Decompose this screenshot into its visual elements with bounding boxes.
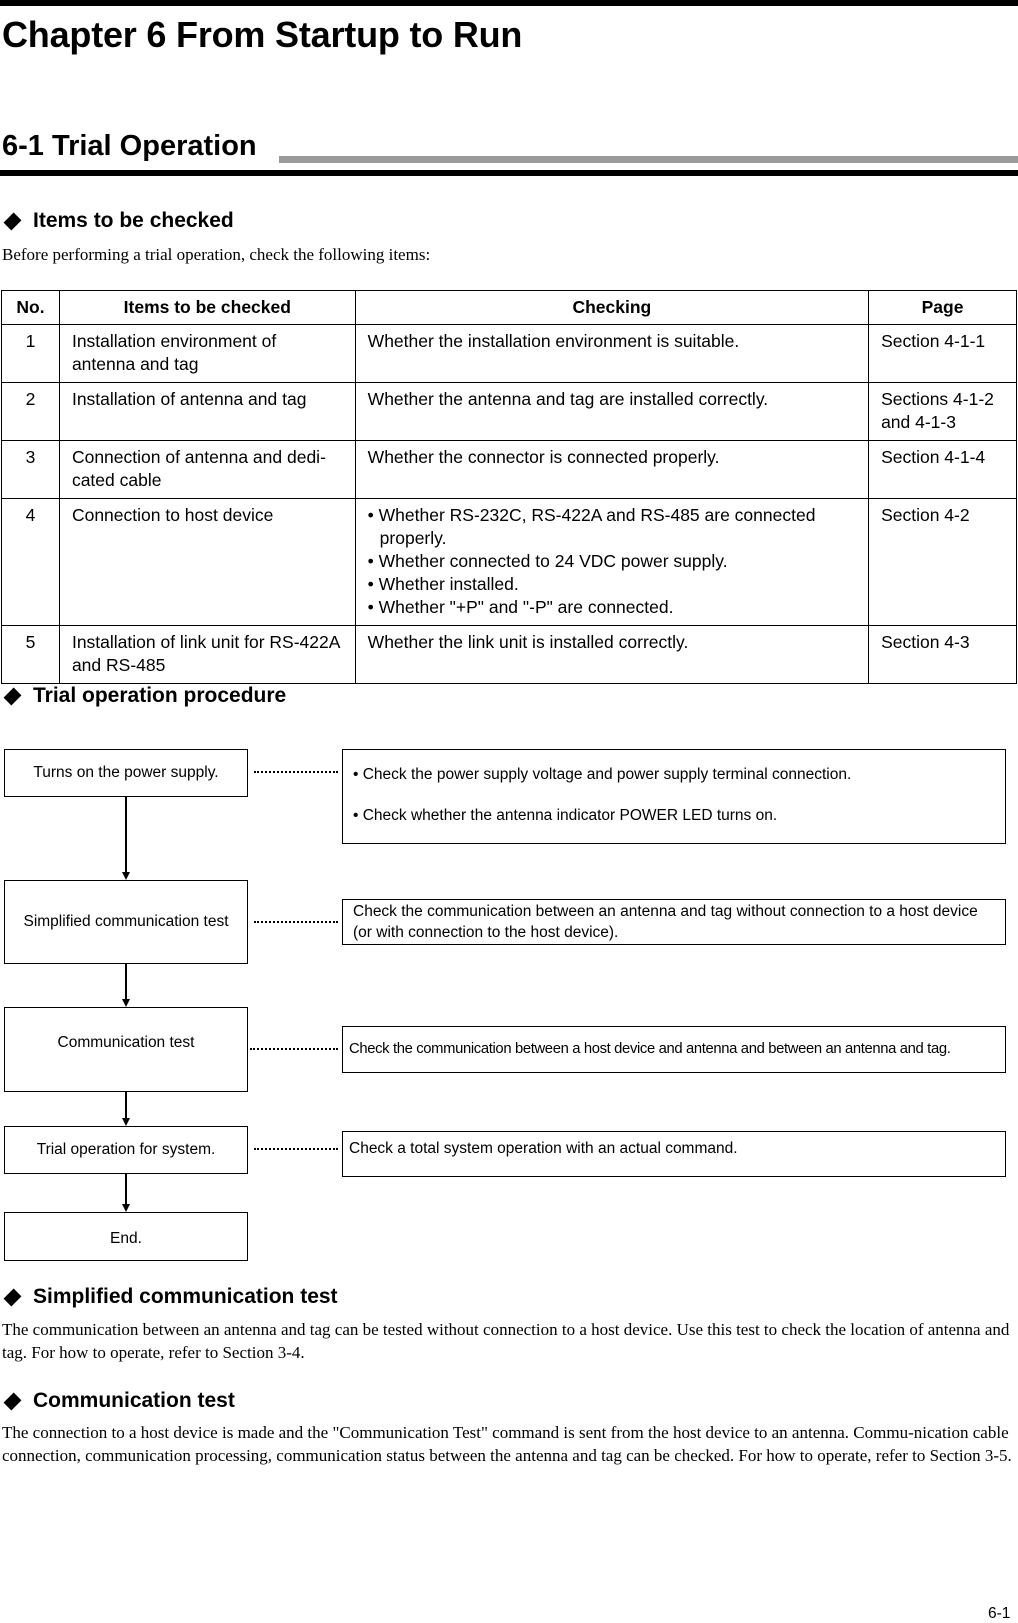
- flow-step-power-on: Turns on the power supply.: [4, 749, 248, 797]
- flow-desc-line: • Check whether the antenna indicator POWER LED turns on.: [353, 807, 778, 824]
- row-page: Section 4-1-1: [869, 325, 1017, 383]
- table-header-row: [2, 291, 1017, 325]
- items-heading-text: Items to be checked: [33, 209, 234, 232]
- table-row: [2, 383, 1017, 441]
- flow-desc-simplified-test: Check the communication between an antenna and tag without connection to a host device (or with connection to the host device).: [342, 899, 1006, 945]
- flow-connector-dots: [254, 771, 338, 773]
- column-header-items: Items to be checked: [59, 291, 355, 325]
- flow-connector-dots: [254, 921, 338, 923]
- flow-step-trial-operation: Trial operation for system.: [4, 1126, 248, 1174]
- simplified-heading: [5, 1285, 338, 1309]
- diamond-bullet-icon: [4, 1392, 22, 1410]
- table-row: [2, 325, 1017, 383]
- flow-desc-line: • Check the power supply voltage and power supply terminal connection.: [353, 766, 852, 783]
- arrow-down-icon: [122, 872, 130, 880]
- row-item: Installation environment of antenna and tag: [59, 325, 355, 383]
- flow-desc-communication-test: Check the communication between a host device and antenna and between an antenna and tag.: [342, 1026, 1006, 1073]
- diamond-bullet-icon: [4, 212, 22, 230]
- check-items-table: [1, 290, 1017, 684]
- row-number: 4: [2, 499, 60, 626]
- flow-step-simplified-test: Simplified communication test: [4, 880, 248, 964]
- table-row: [2, 626, 1017, 684]
- column-header-checking: Checking: [355, 291, 868, 325]
- simplified-text: The communication between an antenna and tag can be tested without connection to a host device. Use this test to check the location of antenna and tag. For how to operate, refer to Section 3-4.: [2, 1320, 1010, 1362]
- flow-step-end: End.: [4, 1212, 248, 1261]
- checking-bullet: • Whether connected to 24 VDC power supply.: [367, 551, 728, 571]
- flow-desc-power-on: [342, 749, 1006, 844]
- column-header-no: No.: [2, 291, 60, 325]
- table-row: [2, 499, 1017, 626]
- section-title-bar: [279, 156, 1018, 163]
- communication-text: The connection to a host device is made and the "Communication Test" command is sent from the host device to an antenna. Commu-nication cable connection, communication processing, communication status between the antenna and tag can be checked. For how to operate, refer to Section 3-5.: [2, 1423, 1012, 1465]
- flow-desc-gap: [353, 785, 995, 805]
- chapter-title: Chapter 6 From Startup to Run: [2, 14, 523, 55]
- top-rule: [0, 0, 1018, 6]
- table-row: [2, 441, 1017, 499]
- arrow-down-icon: [122, 1118, 130, 1126]
- section-title: 6-1 Trial Operation: [2, 130, 257, 162]
- arrow-down-icon: [122, 999, 130, 1007]
- row-page: Section 4-1-4: [869, 441, 1017, 499]
- row-checking: Whether the link unit is installed correctly.: [355, 626, 868, 684]
- row-number: 1: [2, 325, 60, 383]
- flow-step-communication-test: Communication test: [4, 1007, 248, 1092]
- checking-bullet: • Whether "+P" and "-P" are connected.: [367, 597, 674, 617]
- arrow-down-icon: [122, 1204, 130, 1212]
- communication-heading-text: Communication test: [33, 1389, 235, 1412]
- simplified-heading-text: Simplified communication test: [33, 1285, 338, 1308]
- communication-heading: [5, 1389, 235, 1413]
- row-item: Installation of antenna and tag: [59, 383, 355, 441]
- flow-arrow-line: [125, 964, 127, 1000]
- diamond-bullet-icon: [4, 1288, 22, 1306]
- page-number: 6-1: [988, 1605, 1011, 1622]
- items-intro: Before performing a trial operation, check the following items:: [2, 245, 431, 264]
- row-item: Connection of antenna and dedi-cated cable: [59, 441, 355, 499]
- diamond-bullet-icon: [4, 687, 22, 705]
- flow-connector-dots: [254, 1148, 338, 1150]
- section-rule: [0, 170, 1018, 176]
- row-number: 3: [2, 441, 60, 499]
- row-item: Installation of link unit for RS-422A and RS-485: [59, 626, 355, 684]
- row-checking: Whether the connector is connected properly.: [355, 441, 868, 499]
- row-checking: Whether the installation environment is suitable.: [355, 325, 868, 383]
- row-checking: Whether the antenna and tag are installed correctly.: [355, 383, 868, 441]
- row-page: Section 4-2: [869, 499, 1017, 626]
- flow-arrow-line: [125, 1174, 127, 1205]
- column-header-page: Page: [869, 291, 1017, 325]
- flow-connector-dots: [250, 1048, 338, 1050]
- items-heading: [5, 209, 234, 233]
- row-page: Section 4-3: [869, 626, 1017, 684]
- row-item: Connection to host device: [59, 499, 355, 626]
- row-checking: [355, 499, 868, 626]
- checking-bullet: • Whether RS-232C, RS-422A and RS-485 are connected properly.: [367, 505, 816, 548]
- flow-arrow-line: [125, 797, 127, 872]
- checking-bullet: • Whether installed.: [367, 574, 519, 594]
- flow-arrow-line: [125, 1092, 127, 1119]
- row-page: Sections 4-1-2 and 4-1-3: [869, 383, 1017, 441]
- row-number: 2: [2, 383, 60, 441]
- procedure-heading-text: Trial operation procedure: [33, 684, 287, 707]
- procedure-heading: [5, 684, 286, 708]
- row-number: 5: [2, 626, 60, 684]
- flow-desc-trial-operation: Check a total system operation with an actual command.: [342, 1131, 1006, 1177]
